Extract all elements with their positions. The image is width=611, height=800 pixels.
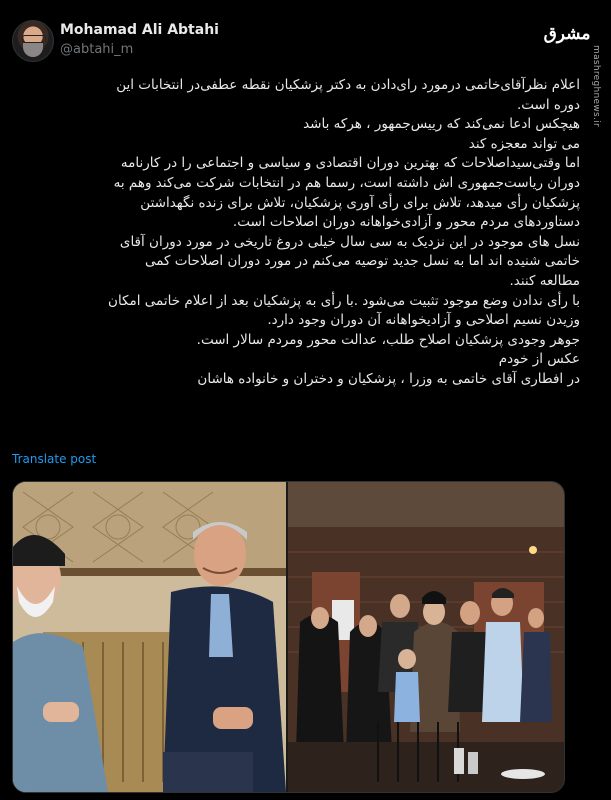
avatar-glasses-shape: [22, 35, 46, 43]
tweet-header: [12, 14, 599, 64]
tweet-line: اعلام نظرآقای‌خاتمی درمورد رای‌دادن به دکتر پزشکیان نقطه عطفی‌در انتخابات این: [116, 77, 580, 93]
translate-post-link[interactable]: Translate post: [12, 452, 97, 466]
tweet-line: وزیدن نسیم اصلاحی و آزادیخواهانه آن دوران وجود دارد.: [267, 312, 580, 329]
tweet-line: دوره است.: [516, 96, 580, 113]
tweet-line: پزشکیان رأی میدهد، تلاش برای رأی آوری پزشکیان، تلاش برای زنده نگهداشتن: [140, 194, 580, 211]
tweet-line: مطالعه کنند.: [509, 272, 580, 289]
photo-khatami-pezeshkian[interactable]: [13, 482, 286, 792]
tweet-line: اما وقتی‌سیداصلاحات که بهترین دوران اقتصادی و سیاسی و اجتماعی را در کارنامه: [120, 155, 580, 172]
avatar-beard-shape: [23, 43, 43, 57]
avatar[interactable]: [12, 20, 54, 62]
tweet-line: عکس از خودم: [498, 351, 580, 368]
media-grid: [12, 481, 565, 793]
logo-text: مشرق: [543, 24, 591, 44]
author-name[interactable]: Mohamad Ali Abtahi: [60, 22, 219, 38]
tweet-line: جوهر وجودی پزشکیان اصلاح طلب، عدالت محور ومردم سالار است.: [196, 331, 580, 348]
tweet-line: می تواند معجزه کند: [468, 135, 580, 152]
tweet-text: [12, 76, 580, 390]
photo-iftar-group-illustration: [288, 482, 564, 792]
author-handle[interactable]: @abtahi_m: [60, 42, 134, 57]
tweet-line: دوران ریاست‌جمهوری اش داشته است، رسما هم در انتخابات شرکت می‌کند وهم به: [113, 174, 580, 191]
tweet-line: با رأی ندادن وضع موجود تثبیت می‌شود .با رأی به پزشکیان بعد از اعلام خاتمی امکان: [108, 292, 580, 309]
mashregh-logo: [535, 14, 599, 54]
photo-khatami-pezeshkian-illustration: [13, 482, 286, 792]
tweet-line: در افطاری آقای خاتمی به وزرا ، پزشکیان و دختران و خانواده هاشان: [197, 370, 580, 387]
tweet-line: دستاوردهای مردم محور و آزادی‌خواهانه دوران اصلاحات است.: [232, 214, 580, 231]
tweet-line: نسل های موجود در این نزدیک به سی سال خیلی دروغ تاریخی در مورد دوران آقای: [119, 233, 580, 250]
photo-iftar-group[interactable]: [288, 482, 564, 792]
tweet-line: هیچکس ادعا نمی‌کند که رییس‌جمهور ، هرکه باشد: [303, 116, 580, 133]
watermark-vertical-text: mashreghnews.ir: [591, 45, 601, 127]
tweet-line: خاتمی شنیده اند اما به نسل جدید توصیه می‌کنم در مورد دوران اصلاحات کمی: [144, 253, 580, 270]
